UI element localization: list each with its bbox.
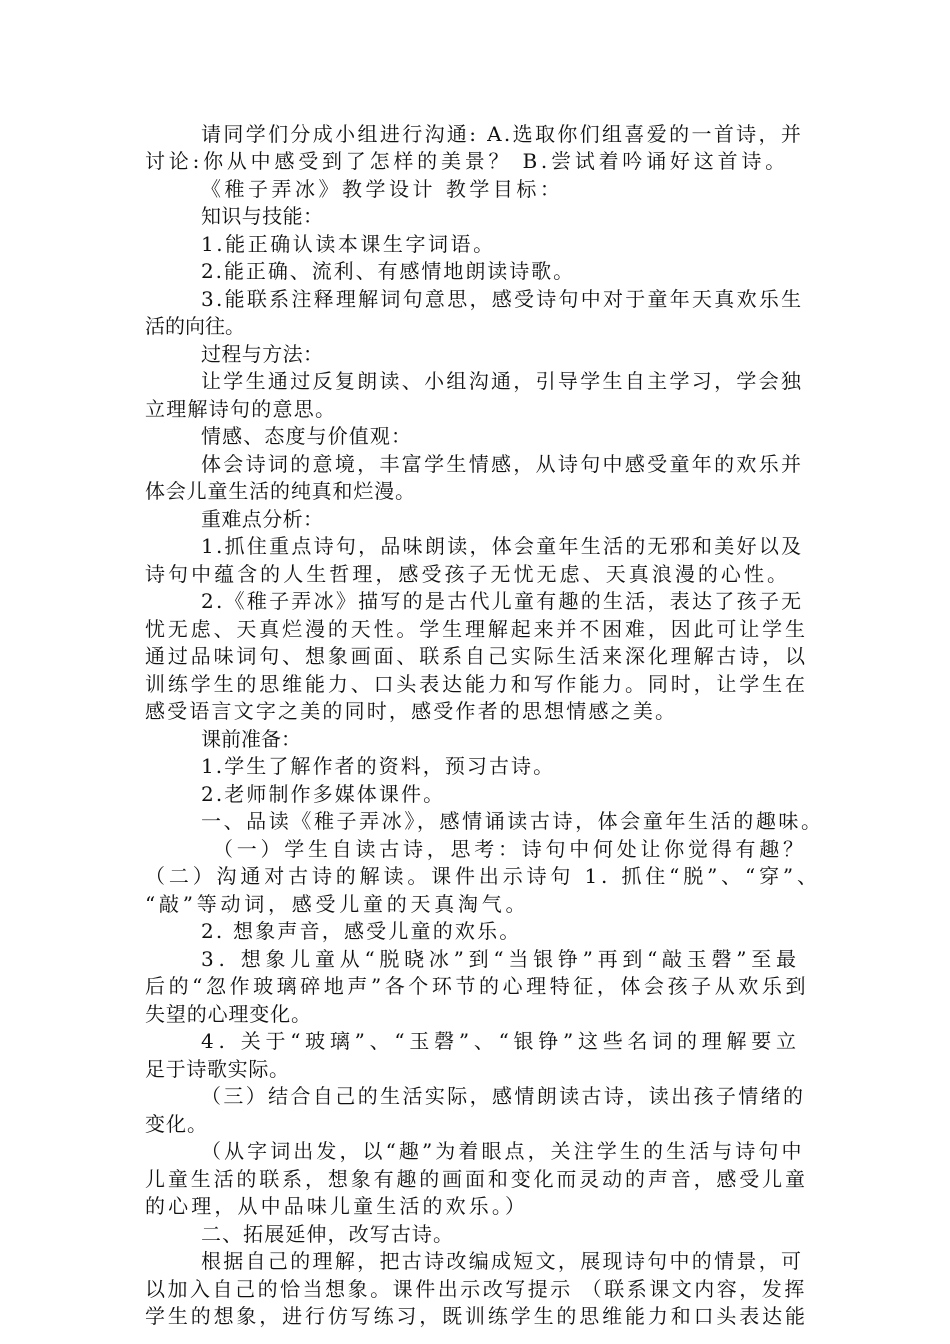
text-line: 讨论:你从中感受到了怎样的美景？ B.尝试着吟诵好这首诗。: [145, 149, 789, 173]
text-line: 2.《稚子弄冰》描写的是古代儿童有趣的生活，表达了孩子无: [201, 589, 804, 613]
text-line: 训练学生的思维能力、口头表达能力和写作能力。同时，让学生在: [145, 672, 808, 696]
text-line: （三）结合自己的生活实际，感情朗读古诗，读出孩子情绪的: [201, 1084, 806, 1108]
text-line: 1.抓住重点诗句，品味朗读，体会童年生活的无邪和美好以及: [201, 534, 804, 558]
text-line: 请同学们分成小组进行沟通: A.选取你们组喜爱的一首诗，并: [201, 122, 804, 146]
text-line: 1.能正确认读本课生字词语。: [201, 232, 496, 256]
text-line: 通过品味词句、想象画面、联系自己实际生活来深化理解古诗，以: [145, 644, 808, 668]
text-line: 以加入自己的恰当想象。课件出示改写提示 （联系课文内容，发挥: [145, 1277, 807, 1301]
text-line: 失望的心理变化。: [145, 1002, 312, 1026]
text-line: 一、品读《稚子弄冰》，感情诵读古诗，体会童年生活的趣味。: [201, 809, 824, 833]
text-line: 体会诗词的意境，丰富学生情感，从诗句中感受童年的欢乐并: [201, 452, 804, 476]
text-line: 感受语言文字之美的同时，感受作者的思想情感之美。: [145, 699, 678, 723]
text-line: （一）学生自读古诗，思考：诗句中何处让你觉得有趣？: [213, 837, 807, 861]
text-line: 过程与方法：: [201, 342, 324, 366]
text-line: 《稚子弄冰》教学设计 教学目标：: [201, 177, 564, 201]
text-line: 学生的想象，进行仿写练习，既训练学生的思维能力和口头表达能: [145, 1304, 808, 1328]
text-line: （从字词出发，以“趣”为着眼点，关注学生的生活与诗句中: [201, 1139, 805, 1163]
text-line: 2.老师制作多媒体课件。: [201, 782, 446, 806]
text-line: 2. 想象声音，感受儿童的欢乐。: [201, 919, 522, 943]
text-line: 课前准备：: [201, 727, 301, 751]
text-line: 根据自己的理解，把古诗改编成短文，展现诗句中的情景，可: [201, 1249, 804, 1273]
text-line: 重难点分析：: [201, 507, 324, 531]
text-line: 1.学生了解作者的资料，预习古诗。: [201, 754, 556, 778]
text-line: 活的向往。: [145, 314, 245, 338]
text-line: 后的“忽作玻璃碎地声”各个环节的心理特征，体会孩子从欢乐到: [145, 974, 810, 998]
text-line: 让学生通过反复朗读、小组沟通，引导学生自主学习，学会独: [201, 369, 804, 393]
text-line: 二、拓展延伸，改写古诗。: [201, 1222, 455, 1246]
text-line: 忧无虑、天真烂漫的天性。学生理解起来并不困难，因此可让学生: [145, 617, 808, 641]
text-line: （二）沟通对古诗的解读。课件出示诗句 1. 抓住“脱”、“穿”、: [145, 864, 821, 888]
text-line: 儿童生活的联系，想象有趣的画面和变化而灵动的声音，感受儿童: [145, 1167, 808, 1191]
text-line: 诗句中蕴含的人生哲理，感受孩子无忧无虑、天真浪漫的心性。: [145, 562, 791, 586]
text-line: 立理解诗句的意思。: [145, 397, 337, 421]
text-line: 的心理，从中品味儿童生活的欢乐。）: [145, 1194, 529, 1218]
text-line: 情感、态度与价值观：: [201, 424, 413, 448]
text-line: 3.能联系注释理解词句意思，感受诗句中对于童年天真欢乐生: [201, 287, 804, 311]
text-line: 知识与技能：: [201, 204, 324, 228]
text-line: 3. 想象儿童从“脱晓冰”到“当银铮”再到“敲玉磬”至最: [201, 947, 801, 971]
text-line: “敲”等动词，感受儿童的天真淘气。: [145, 892, 530, 916]
text-line: 4. 关于“玻璃”、“玉磬”、“银铮”这些名词的理解要立: [201, 1029, 801, 1053]
text-line: 变化。: [145, 1112, 208, 1136]
text-line: 体会儿童生活的纯真和烂漫。: [145, 479, 416, 503]
text-line: 2.能正确、流利、有感情地朗读诗歌。: [201, 259, 576, 283]
text-line: 足于诗歌实际。: [145, 1057, 290, 1081]
